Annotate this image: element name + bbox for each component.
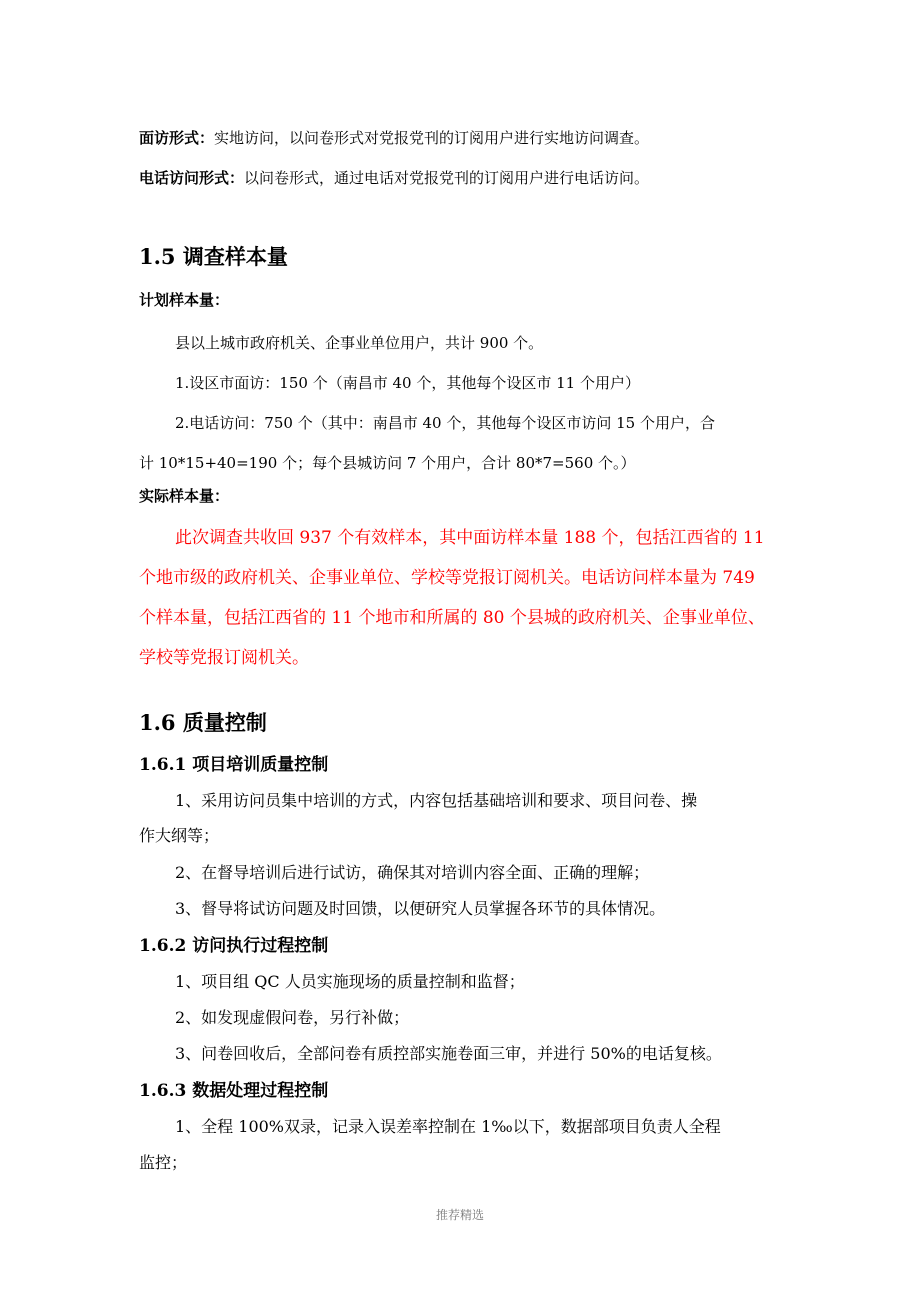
plan-line-1: 县以上城市政府机关、企事业单位用户，共计 900 个。 xyxy=(175,334,544,352)
page-footer: 推荐精选 xyxy=(435,1208,484,1222)
actual-line-2: 个地市级的政府机关、企事业单位、学校等党报订阅机关。电话访问样本量为 749 xyxy=(139,568,755,588)
training-item-3: 3、督导将试访问题及时回馈，以便研究人员掌握各环节的具体情况。 xyxy=(175,899,666,918)
phone-interview-text: 以问卷形式，通过电话对党报党刊的订阅用户进行电话访问。 xyxy=(244,169,650,187)
section-1-6-3-title: 1.6.3 数据处理过程控制 xyxy=(139,1081,329,1101)
section-1-6-title: 1.6 质量控制 xyxy=(139,710,267,735)
data-item-1b: 监控； xyxy=(139,1153,188,1172)
actual-line-1: 此次调查共收回 937 个有效样本，其中面访样本量 188 个，包括江西省的 11 xyxy=(175,528,765,548)
section-1-6-2-title: 1.6.2 访问执行过程控制 xyxy=(139,936,329,956)
actual-line-4: 学校等党报订阅机关。 xyxy=(139,648,309,668)
plan-line-2: 1.设区市面访：150 个（南昌市 40 个，其他每个设区市 11 个用户） xyxy=(175,374,640,392)
training-item-2: 2、在督导培训后进行试访，确保其对培训内容全面、正确的理解； xyxy=(175,863,650,882)
face-interview-text: 实地访问，以问卷形式对党报党刊的订阅用户进行实地访问调查。 xyxy=(214,129,650,147)
section-1-6-1-title: 1.6.1 项目培训质量控制 xyxy=(139,755,329,775)
face-interview-label: 面访形式： xyxy=(139,129,215,147)
face-interview-line xyxy=(139,128,784,148)
phone-interview-label: 电话访问形式： xyxy=(139,169,245,187)
execution-item-1: 1、项目组 QC 人员实施现场的质量控制和监督； xyxy=(175,972,525,991)
execution-item-3: 3、问卷回收后，全部问卷有质控部实施卷面三审，并进行 50%的电话复核。 xyxy=(175,1044,722,1063)
actual-sample-label: 实际样本量： xyxy=(139,487,230,505)
training-item-1a: 1、采用访问员集中培训的方式，内容包括基础培训和要求、项目问卷、操 xyxy=(175,791,698,810)
execution-item-2: 2、如发现虚假问卷，另行补做； xyxy=(175,1008,410,1027)
phone-interview-line xyxy=(139,168,784,188)
actual-line-3: 个样本量，包括江西省的 11 个地市和所属的 80 个县城的政府机关、企事业单位、 xyxy=(139,608,765,628)
training-item-1b: 作大纲等； xyxy=(139,826,220,845)
plan-line-3a: 2.电话访问：750 个（其中：南昌市 40 个，其他每个设区市访问 15 个用户，合 xyxy=(175,414,715,432)
section-1-5-title: 1.5 调查样本量 xyxy=(139,244,288,269)
data-item-1a: 1、全程 100%双录，记录入误差率控制在 1‰以下，数据部项目负责人全程 xyxy=(175,1117,721,1136)
plan-sample-label: 计划样本量： xyxy=(139,291,230,309)
plan-line-3b: 计 10*15+40=190 个；每个县城访问 7 个用户，合计 80*7=560 个。） xyxy=(139,454,636,472)
